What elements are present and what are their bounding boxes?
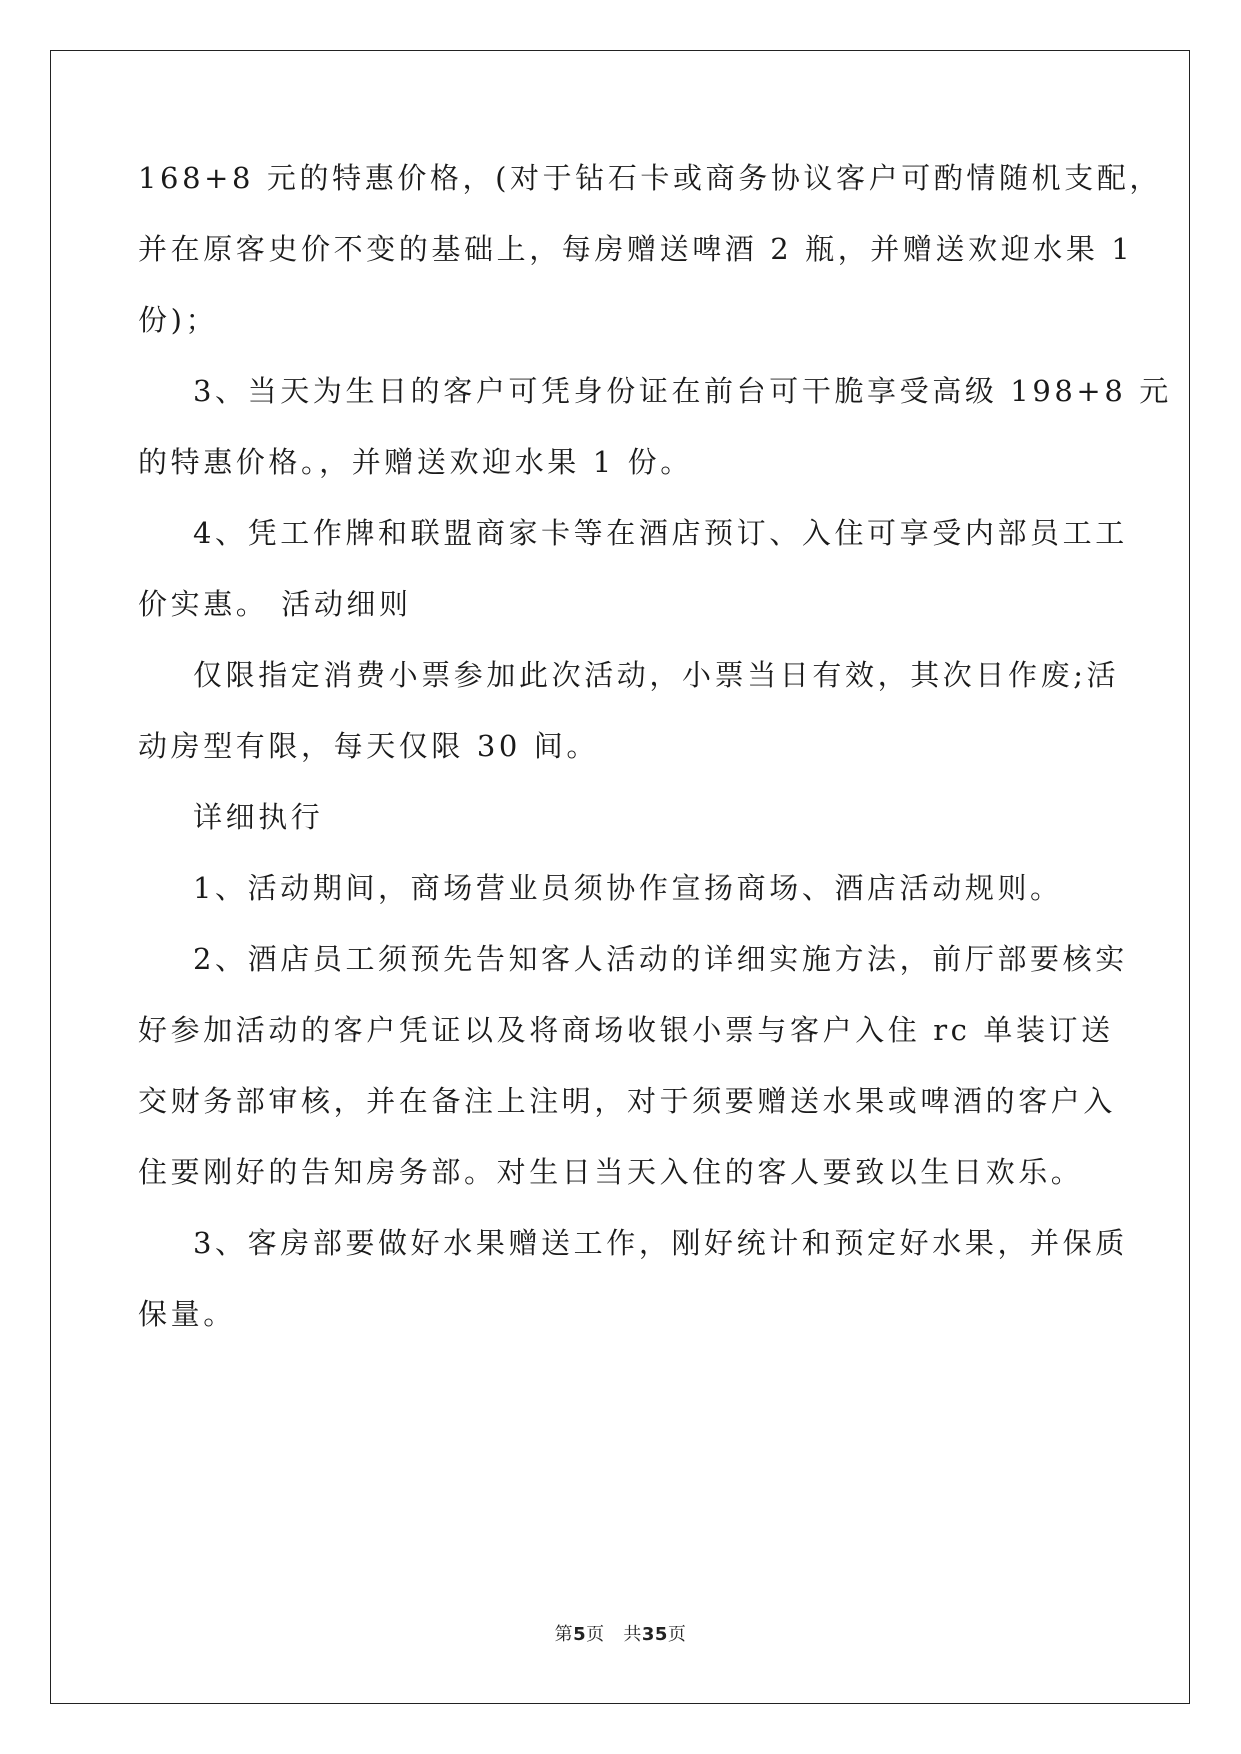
- text-line: 仅限指定消费小票参加此次活动，小票当日有效，其次日作废;活: [193, 658, 1120, 692]
- text-line: 价实惠。 活动细则: [138, 587, 412, 621]
- section-heading: 详细执行: [193, 800, 324, 834]
- text-line: 168+8 元的特惠价格，(对于钻石卡或商务协议客户可酌情随机支配，: [138, 161, 1163, 195]
- text-line: 交财务部审核，并在备注上注明，对于须要赠送水果或啤酒的客户入: [138, 1084, 1117, 1118]
- total-page-number: 35: [641, 1624, 668, 1645]
- text-line: 动房型有限，每天仅限 30 间。: [138, 729, 599, 763]
- text-line: 的特惠价格。，并赠送欢迎水果 1 份。: [138, 445, 693, 479]
- current-page-number: 5: [573, 1624, 587, 1645]
- text-line: 住要刚好的告知房务部。对生日当天入住的客人要致以生日欢乐。: [138, 1155, 1084, 1189]
- text-line: 3、当天为生日的客户可凭身份证在前台可干脆享受高级 198+8 元: [193, 374, 1172, 408]
- text-line: 3、客房部要做好水果赠送工作，刚好统计和预定好水果，并保质: [193, 1226, 1128, 1260]
- footer-page-suffix: 页: [586, 1624, 605, 1645]
- text-line: 2、酒店员工须预先告知客人活动的详细实施方法，前厅部要核实: [193, 942, 1128, 976]
- text-line: 保量。: [138, 1297, 236, 1331]
- text-line: 并在原客史价不变的基础上，每房赠送啤酒 2 瓶，并赠送欢迎水果 1: [138, 232, 1134, 266]
- footer-prefix: 第: [554, 1624, 574, 1645]
- text-line: 4、凭工作牌和联盟商家卡等在酒店预订、入住可享受内部员工工: [193, 516, 1128, 550]
- page-footer: [0, 1624, 1241, 1646]
- footer-total-prefix: 共: [623, 1624, 642, 1645]
- text-line: 份)；: [138, 303, 219, 337]
- text-line: 好参加活动的客户凭证以及将商场收银小票与客户入住 rc 单装订送: [138, 1013, 1114, 1047]
- text-line: 1、活动期间，商场营业员须协作宣扬商场、酒店活动规则。: [193, 871, 1063, 905]
- footer-total-suffix: 页: [667, 1624, 687, 1645]
